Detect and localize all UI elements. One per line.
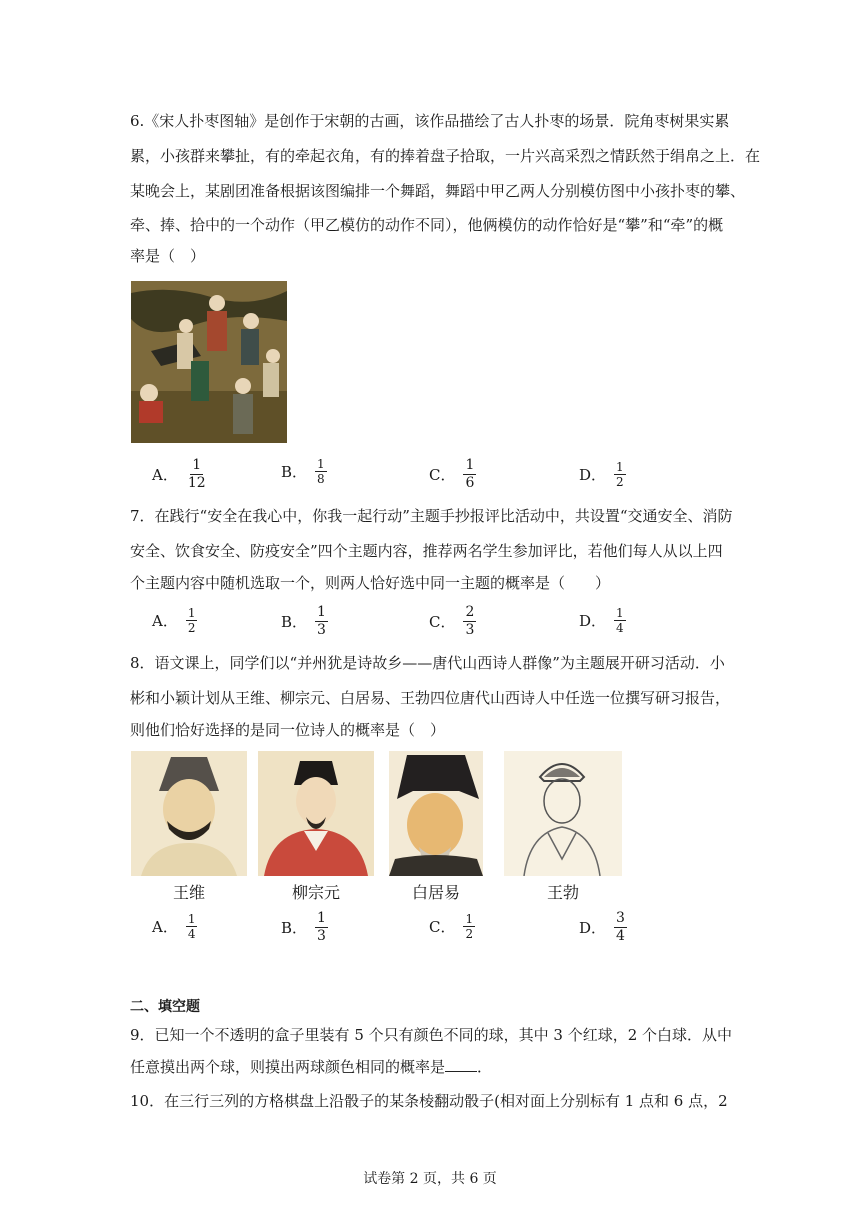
fraction: $\frac{1}{3}$ <box>317 604 326 638</box>
poet-portrait-wangbo <box>504 751 622 876</box>
q6-line-5: 率是（ ） <box>130 247 206 265</box>
option-letter: D． <box>579 612 607 630</box>
option-letter: C． <box>429 613 456 631</box>
q7-option-a[interactable] <box>152 606 197 635</box>
fraction: $\frac{3}{4}$ <box>616 910 625 944</box>
option-letter: B． <box>281 463 308 481</box>
option-letter: B． <box>281 919 308 937</box>
q8-option-c[interactable] <box>429 912 475 941</box>
fraction: $\frac{1}{2}$ <box>187 606 196 635</box>
q6-line-3: 某晚会上，某剧团准备根据该图编排一个舞蹈，舞蹈中甲乙两人分别模仿图中小孩扑枣的攀、 <box>130 182 746 200</box>
q9-line-1: 9．已知一个不透明的盒子里装有 5 个只有颜色不同的球，其中 3 个红球，2 个白球．从中 <box>130 1026 733 1044</box>
poet-portrait-baijuyi <box>389 751 483 876</box>
option-letter: C． <box>429 918 456 936</box>
q6-line-1: 6.《宋人扑枣图轴》是创作于宋朝的古画，该作品描绘了古人扑枣的场景．院角枣树果实累 <box>130 112 730 130</box>
q9-end: ． <box>477 1058 493 1076</box>
option-letter: B． <box>281 613 308 631</box>
q7-option-d[interactable] <box>579 606 626 635</box>
fraction: $\frac{1}{4}$ <box>616 606 624 635</box>
poet-name-liuzongyuan: 柳宗元 <box>291 883 340 902</box>
fraction: $\frac{1}{4}$ <box>187 912 196 941</box>
q8-line-3: 则他们恰好选择的是同一位诗人的概率是（ ） <box>130 721 446 739</box>
option-letter: A． <box>152 612 178 630</box>
q8-line-2: 彬和小颖计划从王维、柳宗元、白居易、王勃四位唐代山西诗人中任选一位撰写研习报告， <box>130 689 731 707</box>
option-letter: A． <box>152 466 178 484</box>
q7-option-b[interactable] <box>281 604 328 639</box>
q7-line-2: 安全、饮食安全、防疫安全”四个主题内容，推荐两名学生参加评比，若他们每人从以上四 <box>130 542 723 560</box>
q10-line-1: 10．在三行三列的方格棋盘上沿骰子的某条棱翻动骰子(相对面上分别标有 1 点和 6 点，2 <box>130 1092 728 1110</box>
q6-option-d[interactable] <box>579 460 626 489</box>
q6-line-2: 累，小孩群来攀扯，有的牵起衣角，有的捧着盘子拾取，一片兴高采烈之情跃然于绢帛之上．在 <box>130 147 761 165</box>
q8-line-1: 8．语文课上，同学们以“并州犹是诗故乡——唐代山西诗人群像”为主题展开研习活动．小 <box>130 654 725 672</box>
q6-option-c[interactable] <box>429 457 476 492</box>
poet-portrait-wangwei <box>131 751 247 876</box>
fraction: $\frac{1}{2}$ <box>616 460 624 489</box>
q7-line-3: 个主题内容中随机选取一个，则两人恰好选中同一主题的概率是（ ） <box>130 574 611 592</box>
fraction: $\frac{1}{2}$ <box>465 912 474 941</box>
poet-name-wangwei: 王维 <box>172 883 205 902</box>
q8-option-a[interactable] <box>152 912 197 941</box>
poet-portrait-liuzongyuan <box>258 751 374 876</box>
q7-option-c[interactable] <box>429 604 476 639</box>
option-letter: C． <box>429 466 456 484</box>
q8-option-b[interactable] <box>281 910 328 945</box>
fraction: $\frac{1}{8}$ <box>317 457 325 486</box>
answer-blank[interactable] <box>445 1057 477 1072</box>
q9-line-2 <box>130 1057 492 1077</box>
fraction: $\frac{1}{3}$ <box>317 910 326 944</box>
option-letter: D． <box>579 466 607 484</box>
painting-image <box>131 281 287 443</box>
q7-line-1: 7．在践行“安全在我心中，你我一起行动”主题手抄报评比活动中，共设置“交通安全、消防 <box>130 507 733 525</box>
fraction: $\frac{1}{12}$ <box>187 457 206 491</box>
fraction: $\frac{1}{6}$ <box>465 457 475 491</box>
q6-option-b[interactable] <box>281 457 327 486</box>
q9-text: 任意摸出两个球，则摸出两球颜色相同的概率是 <box>130 1058 446 1076</box>
option-letter: D． <box>579 919 607 937</box>
page-footer: 试卷第 2 页，共 6 页 <box>363 1171 497 1187</box>
section-title-fill-in: 二、填空题 <box>130 999 200 1015</box>
q6-line-4: 牵、捧、拾中的一个动作（甲乙模仿的动作不同），他俩模仿的动作恰好是“攀”和“牵”的概 <box>130 216 724 234</box>
option-letter: A． <box>152 918 178 936</box>
poet-name-wangbo: 王勃 <box>546 883 579 902</box>
q6-option-a[interactable] <box>152 457 208 492</box>
poet-name-baijuyi: 白居易 <box>411 883 460 902</box>
q8-option-d[interactable] <box>579 910 627 945</box>
fraction: $\frac{2}{3}$ <box>465 604 475 638</box>
